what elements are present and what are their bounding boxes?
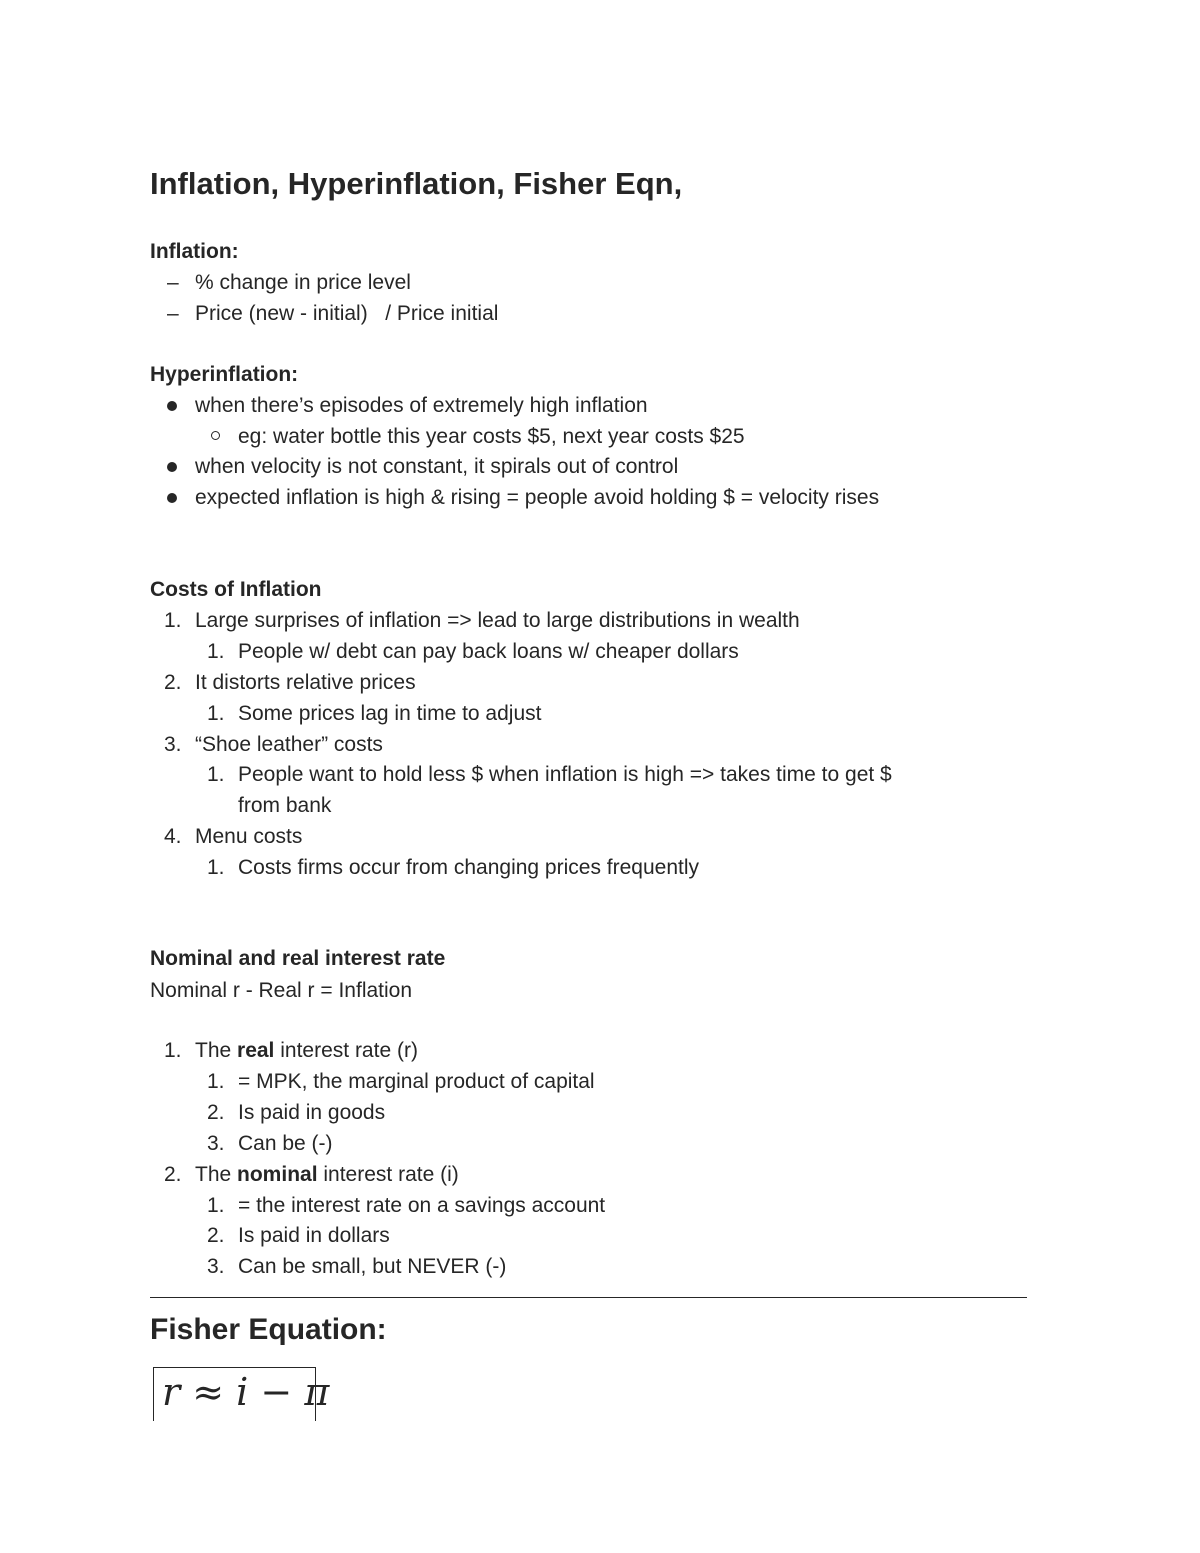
list-number: 1. (207, 640, 225, 663)
rates-equation-text: Nominal r - Real r = Inflation (150, 979, 413, 1002)
list-number: 1. (164, 609, 182, 632)
list-item: eg: water bottle this year costs $5, next year costs $25 (238, 425, 745, 448)
list-item: Costs firms occur from changing prices frequently (238, 856, 700, 879)
list-item-prefix: The (195, 1039, 238, 1062)
list-item: when there’s episodes of extremely high inflation (195, 394, 648, 417)
list-number: 3. (164, 733, 182, 756)
list-item: when velocity is not constant, it spirals out of control (195, 455, 679, 478)
inflation-heading: Inflation: (150, 240, 239, 263)
list-item: % change in price level (195, 271, 411, 294)
list-item: Menu costs (195, 825, 303, 848)
list-number: 3. (207, 1132, 225, 1155)
costs-heading: Costs of Inflation (150, 578, 322, 601)
list-item: Large surprises of inflation => lead to large distributions in wealth (195, 609, 800, 632)
bullet-marker (167, 493, 177, 503)
list-item-continuation: from bank (238, 794, 332, 817)
list-number: 1. (207, 1070, 225, 1093)
bold-term: nominal (237, 1163, 318, 1186)
list-number: 1. (207, 1194, 225, 1217)
list-number: 2. (207, 1101, 225, 1124)
circle-bullet-marker (211, 431, 220, 440)
list-item: Some prices lag in time to adjust (238, 702, 542, 725)
list-item: People w/ debt can pay back loans w/ cheaper dollars (238, 640, 739, 663)
fisher-heading: Fisher Equation: (150, 1313, 387, 1346)
dash-marker: – (167, 302, 179, 325)
list-number: 3. (207, 1255, 225, 1278)
bold-term: real (237, 1039, 275, 1062)
list-item: It distorts relative prices (195, 671, 416, 694)
list-item-suffix: interest rate (i) (317, 1163, 459, 1186)
list-item: Can be small, but NEVER (-) (238, 1255, 507, 1278)
list-number: 1. (207, 763, 225, 786)
list-item-nominal-rate (195, 1162, 459, 1188)
fisher-formula: r ≈ i − π (162, 1370, 330, 1414)
list-item: Can be (-) (238, 1132, 333, 1155)
rates-heading: Nominal and real interest rate (150, 947, 446, 970)
list-item: “Shoe leather” costs (195, 733, 383, 756)
list-item-suffix: interest rate (r) (274, 1039, 418, 1062)
hyperinflation-heading: Hyperinflation: (150, 363, 299, 386)
list-number: 1. (207, 702, 225, 725)
bullet-marker (167, 401, 177, 411)
list-number: 4. (164, 825, 182, 848)
list-item: Price (new - initial) / Price initial (195, 302, 499, 325)
list-item-prefix: The (195, 1163, 238, 1186)
bullet-marker (167, 462, 177, 472)
page-title: Inflation, Hyperinflation, Fisher Eqn, (150, 166, 683, 201)
horizontal-divider (150, 1297, 1027, 1298)
list-item-real-rate (195, 1038, 418, 1064)
list-item: = the interest rate on a savings account (238, 1194, 606, 1217)
list-number: 2. (164, 1163, 182, 1186)
list-number: 2. (207, 1224, 225, 1247)
list-item: Is paid in goods (238, 1101, 386, 1124)
list-number: 2. (164, 671, 182, 694)
list-item: Is paid in dollars (238, 1224, 390, 1247)
list-item: expected inflation is high & rising = people avoid holding $ = velocity rises (195, 486, 880, 509)
list-item: = MPK, the marginal product of capital (238, 1070, 595, 1093)
list-number: 1. (164, 1039, 182, 1062)
list-number: 1. (207, 856, 225, 879)
list-item: People want to hold less $ when inflation is high => takes time to get $ (238, 763, 892, 786)
dash-marker: – (167, 271, 179, 294)
